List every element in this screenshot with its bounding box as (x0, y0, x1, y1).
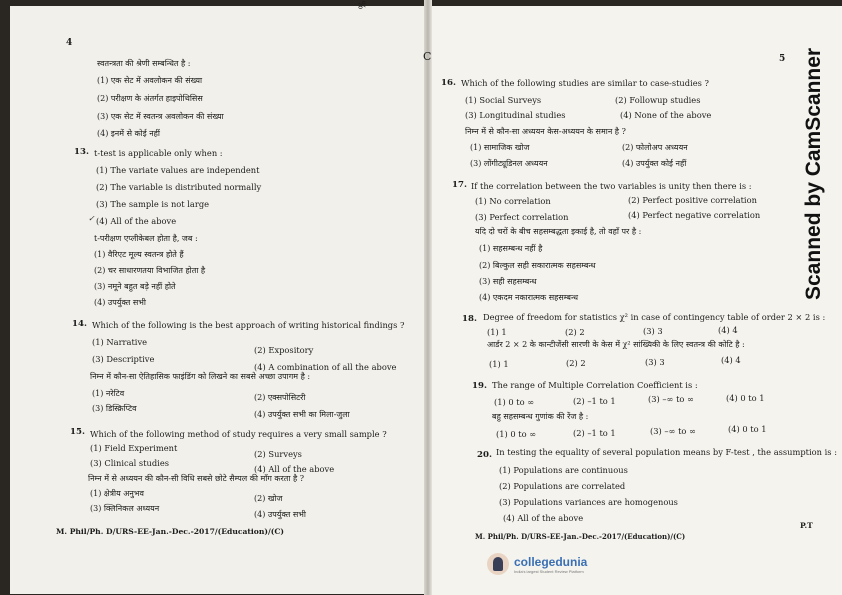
q16-option: (4) None of the above (620, 110, 712, 120)
q16-hindi-option: (4) उपर्युक्त कोई नहीं (622, 159, 687, 168)
q20-option: (4) All of the above (503, 513, 584, 523)
q18-option: (4) 4 (718, 325, 738, 335)
q20-option: (1) Populations are continuous (499, 465, 628, 475)
q16-hindi-stem: निम्न में से कौन-सा अध्ययन केस-अध्ययन के समान है ? (465, 127, 626, 136)
q14-stem: Which of the following is the best approach of writing historical findings ? (92, 320, 405, 330)
q13-stem: t-test is applicable only when : (94, 148, 223, 158)
q19-option: (2) –1 to 1 (573, 396, 616, 406)
q16-hindi-option: (1) सामाजिक खोज (470, 143, 530, 152)
left-footer: M. Phil/Ph. D/URS-EE-Jan.-Dec.-2017/(Education)/(C) (56, 527, 284, 536)
q19-hindi-option: (4) 0 to 1 (728, 424, 767, 434)
camscanner-watermark (802, 280, 826, 300)
q12-hindi-option: (1) एक सेट में अवलोकन की संख्या (97, 76, 203, 85)
q13-hindi-option: (4) उपर्युक्त सभी (94, 298, 146, 307)
q13-hindi-stem: t-परीक्षण एप्लीकेबल होता है, जब : (94, 234, 198, 243)
q16-option: (2) Followup studies (615, 95, 701, 105)
q18-hindi-stem: आर्डर 2 × 2 के कान्टीजेंसी सारणी के केस में χ² सांख्यिकी के लिए स्वतन्त्र की कोटि है : (487, 340, 745, 349)
q15-hindi-stem: निम्न में से अध्ययन की कौन-सी विधि सबसे छोटे सैम्पल की माँग करता है ? (88, 474, 305, 483)
q18-hindi-option: (2) 2 (566, 358, 586, 368)
q16-hindi-option: (2) फोलोअप अध्ययन (622, 143, 688, 152)
q16-number: 16. (441, 78, 456, 88)
q13-hindi-option: (3) नमूने बहुत बड़े नहीं होते (94, 282, 176, 291)
left-page (10, 6, 428, 594)
q13-hindi-option: (1) वैरिएट मूल्य स्वतन्त्र होते हैं (94, 250, 184, 259)
right-footer: M. Phil/Ph. D/URS-EE-Jan.-Dec.-2017/(Education)/(C) (475, 532, 686, 541)
q17-option: (1) No correlation (475, 196, 551, 206)
q20-option: (3) Populations variances are homogenous (499, 497, 678, 507)
collegedunia-logo (487, 553, 587, 575)
q13-hindi-option: (2) चर साधारणतया विभाजित होता है (94, 266, 206, 275)
q14-option: (2) Expository (254, 345, 314, 355)
q16-hindi-option: (3) लोंगीट्यूडिनल अध्ययन (470, 159, 548, 168)
q14-hindi-stem: निम्न में कौन-सा ऐतिहासिक फाइंडिंग को लिखने का सबसे अच्छा उपागम है : (90, 372, 311, 381)
center-mark: C (423, 50, 432, 63)
q17-option: (4) Perfect negative correlation (628, 210, 761, 220)
q17-stem: If the correlation between the two variables is unity then there is : (471, 181, 752, 191)
q19-option: (3) –∞ to ∞ (648, 394, 694, 404)
q14-hindi-option: (4) उपर्युक्त सभी का मिला-जुला (254, 410, 350, 419)
q15-option: (3) Clinical studies (90, 458, 169, 468)
q18-option: (3) 3 (643, 326, 663, 336)
top-mark: % (355, 0, 366, 10)
q17-hindi-stem: यदि दो चरों के बीच सहसम्बद्धता इकाई है, तो वहाँ पर है : (475, 227, 642, 236)
q16-option: (1) Social Surveys (465, 95, 542, 105)
q17-option: (3) Perfect correlation (475, 212, 569, 222)
q17-hindi-option: (1) सहसम्बन्ध नहीं है (479, 244, 543, 253)
q17-hindi-option: (3) सही सहसम्बन्ध (479, 277, 537, 286)
q18-number: 18. (462, 314, 477, 324)
q13-option: (4) All of the above (96, 216, 177, 226)
q12-hindi-stem: स्वतन्त्रता की श्रेणी सम्बन्धित है : (97, 59, 191, 68)
q15-number: 15. (70, 427, 85, 437)
q20-number: 20. (477, 450, 492, 460)
q13-option: (3) The sample is not large (96, 199, 210, 209)
q15-hindi-option: (4) उपर्युक्त सभी (254, 510, 306, 519)
q19-number: 19. (472, 381, 487, 391)
q13-answer-tick: ✓ (88, 214, 95, 223)
q14-option: (4) A combination of all the above (254, 362, 397, 372)
q12-hindi-option: (4) इनमें से कोई नहीं (97, 129, 160, 138)
q19-stem: The range of Multiple Correlation Coefficient is : (492, 380, 698, 390)
q19-option: (1) 0 to ∞ (494, 397, 535, 407)
q18-hindi-option: (3) 3 (645, 357, 665, 367)
q20-option: (2) Populations are correlated (499, 481, 626, 491)
logo-tagline: India's largest Student Review Platform (514, 568, 584, 574)
q14-hindi-option: (3) डिस्क्रिप्टिव (92, 404, 137, 413)
q15-option: (1) Field Experiment (90, 443, 178, 453)
q18-hindi-option: (4) 4 (721, 355, 741, 365)
q15-option: (2) Surveys (254, 449, 302, 459)
q15-hindi-option: (2) खोज (254, 494, 283, 503)
logo-name: collegedunia (514, 554, 588, 569)
q13-option: (2) The variable is distributed normally (96, 182, 262, 192)
q17-number: 17. (452, 180, 467, 190)
q15-stem: Which of the following method of study requires a very small sample ? (90, 429, 387, 439)
q14-hindi-option: (2) एक्सपोसिटरी (254, 393, 306, 402)
left-page-number: 4 (66, 38, 73, 48)
q19-hindi-option: (2) –1 to 1 (573, 428, 616, 438)
q18-stem: Degree of freedom for statistics χ² in case of contingency table of order 2 × 2 is : (483, 312, 826, 322)
q19-hindi-option: (3) –∞ to ∞ (650, 426, 696, 436)
q15-option: (4) All of the above (254, 464, 335, 474)
page-fold (424, 0, 432, 595)
q13-option: (1) The variate values are independent (96, 165, 260, 175)
q14-option: (1) Narrative (92, 337, 148, 347)
q16-option: (3) Longitudinal studies (465, 110, 566, 120)
right-footer-pto: P.T (800, 521, 813, 530)
q17-option: (2) Perfect positive correlation (628, 195, 757, 205)
q17-hindi-option: (2) बिल्कुल सही सकारात्मक सहसम्बन्ध (479, 261, 596, 270)
q16-stem: Which of the following studies are similar to case-studies ? (461, 78, 709, 88)
q18-option: (2) 2 (565, 327, 585, 337)
q18-option: (1) 1 (487, 327, 507, 337)
q17-hindi-option: (4) एकदम नकारात्मक सहसम्बन्ध (479, 293, 579, 302)
q19-option: (4) 0 to 1 (726, 393, 765, 403)
right-page-number: 5 (779, 54, 786, 64)
q14-hindi-option: (1) नरेटिव (92, 389, 125, 398)
q12-hindi-option: (2) परीक्षण के अंतर्गत हाइपोथिसिस (97, 94, 203, 103)
q15-hindi-option: (3) क्लिनिकल अध्ययन (90, 504, 160, 513)
q14-option: (3) Descriptive (92, 354, 155, 364)
q19-hindi-option: (1) 0 to ∞ (496, 429, 537, 439)
q19-hindi-stem: बहु सहसम्बन्ध गुणांक की रेंज है : (492, 412, 589, 421)
q13-number: 13. (74, 147, 89, 157)
q12-hindi-option: (3) एक सेट में स्वतन्त्र अवलोकन की संख्या (97, 112, 224, 121)
q20-stem: In testing the equality of several population means by F-test , the assumption is : (496, 447, 837, 457)
collegedunia-mark-icon (487, 553, 509, 575)
q15-hindi-option: (1) क्षेत्रीय अनुभव (90, 489, 144, 498)
q14-number: 14. (72, 319, 87, 329)
q18-hindi-option: (1) 1 (489, 359, 509, 369)
